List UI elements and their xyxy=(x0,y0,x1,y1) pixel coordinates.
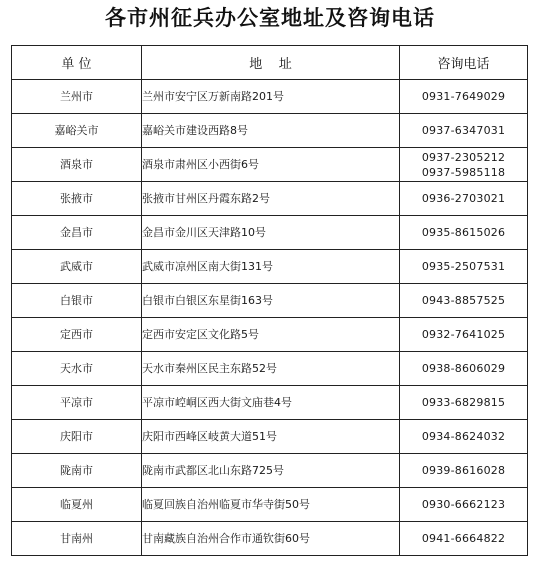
table-row xyxy=(12,352,528,386)
table-row xyxy=(12,80,528,114)
cell-unit: 天水市 xyxy=(12,352,142,386)
cell-unit: 临夏州 xyxy=(12,488,142,522)
cell-address: 天水市秦州区民主东路52号 xyxy=(142,352,400,386)
table-row xyxy=(12,522,528,556)
cell-unit: 金昌市 xyxy=(12,216,142,250)
cell-phone xyxy=(400,182,528,216)
table-row xyxy=(12,216,528,250)
page-title: 各市州征兵办公室地址及咨询电话 xyxy=(105,6,435,30)
phone-number: 0930-6662123 xyxy=(421,498,506,511)
office-table xyxy=(11,45,528,556)
cell-phone xyxy=(400,284,528,318)
table-row xyxy=(12,284,528,318)
table-row xyxy=(12,318,528,352)
cell-phone xyxy=(400,80,528,114)
cell-address: 庆阳市西峰区岐黄大道51号 xyxy=(142,420,400,454)
cell-address: 平凉市崆峒区西大街文庙巷4号 xyxy=(142,386,400,420)
cell-address: 陇南市武都区北山东路725号 xyxy=(142,454,400,488)
cell-address: 金昌市金川区天津路10号 xyxy=(142,216,400,250)
cell-address: 嘉峪关市建设西路8号 xyxy=(142,114,400,148)
cell-unit: 武威市 xyxy=(12,250,142,284)
cell-phone xyxy=(400,318,528,352)
cell-address: 甘南藏族自治州合作市通钦街60号 xyxy=(142,522,400,556)
cell-address: 张掖市甘州区丹霞东路2号 xyxy=(142,182,400,216)
phone-number: 0931-7649029 xyxy=(421,90,506,103)
table-row xyxy=(12,182,528,216)
table-row xyxy=(12,114,528,148)
table-row xyxy=(12,148,528,182)
cell-address: 白银市白银区东星街163号 xyxy=(142,284,400,318)
cell-unit: 嘉峪关市 xyxy=(12,114,142,148)
cell-phone xyxy=(400,216,528,250)
table-row xyxy=(12,488,528,522)
phone-number: 0937-2305212 xyxy=(421,150,506,164)
cell-phone xyxy=(400,114,528,148)
phone-number: 0932-7641025 xyxy=(421,328,506,341)
cell-unit: 陇南市 xyxy=(12,454,142,488)
phone-number: 0943-8857525 xyxy=(421,294,506,307)
cell-phone xyxy=(400,352,528,386)
table-row xyxy=(12,420,528,454)
cell-unit: 兰州市 xyxy=(12,80,142,114)
phone-number: 0936-2703021 xyxy=(421,192,506,205)
cell-phone xyxy=(400,488,528,522)
phone-number: 0935-2507531 xyxy=(421,260,506,273)
table-row xyxy=(12,250,528,284)
phone-number: 0937-5985118 xyxy=(421,165,506,179)
cell-phone xyxy=(400,522,528,556)
cell-phone xyxy=(400,148,528,182)
phone-number: 0934-8624032 xyxy=(421,430,506,443)
cell-unit: 酒泉市 xyxy=(12,148,142,182)
cell-phone xyxy=(400,454,528,488)
cell-unit: 平凉市 xyxy=(12,386,142,420)
cell-unit: 甘南州 xyxy=(12,522,142,556)
cell-phone xyxy=(400,386,528,420)
column-header-address: 地 址 xyxy=(142,46,400,80)
phone-number: 0937-6347031 xyxy=(421,124,506,137)
column-header-phone: 咨询电话 xyxy=(400,46,528,80)
cell-unit: 定西市 xyxy=(12,318,142,352)
cell-address: 酒泉市肃州区小西街6号 xyxy=(142,148,400,182)
phone-number: 0941-6664822 xyxy=(421,532,506,545)
phone-number: 0938-8606029 xyxy=(421,362,506,375)
cell-unit: 张掖市 xyxy=(12,182,142,216)
cell-address: 临夏回族自治州临夏市华寺街50号 xyxy=(142,488,400,522)
cell-address: 兰州市安宁区万新南路201号 xyxy=(142,80,400,114)
cell-unit: 庆阳市 xyxy=(12,420,142,454)
phone-number: 0933-6829815 xyxy=(421,396,506,409)
table-header-row xyxy=(12,46,528,80)
phone-number: 0935-8615026 xyxy=(421,226,506,239)
table-row xyxy=(12,454,528,488)
table-row xyxy=(12,386,528,420)
cell-phone xyxy=(400,420,528,454)
cell-address: 武威市凉州区南大街131号 xyxy=(142,250,400,284)
column-header-unit: 单 位 xyxy=(12,46,142,80)
phone-number: 0939-8616028 xyxy=(421,464,506,477)
cell-unit: 白银市 xyxy=(12,284,142,318)
cell-phone xyxy=(400,250,528,284)
table-body xyxy=(12,80,528,556)
cell-address: 定西市安定区文化路5号 xyxy=(142,318,400,352)
